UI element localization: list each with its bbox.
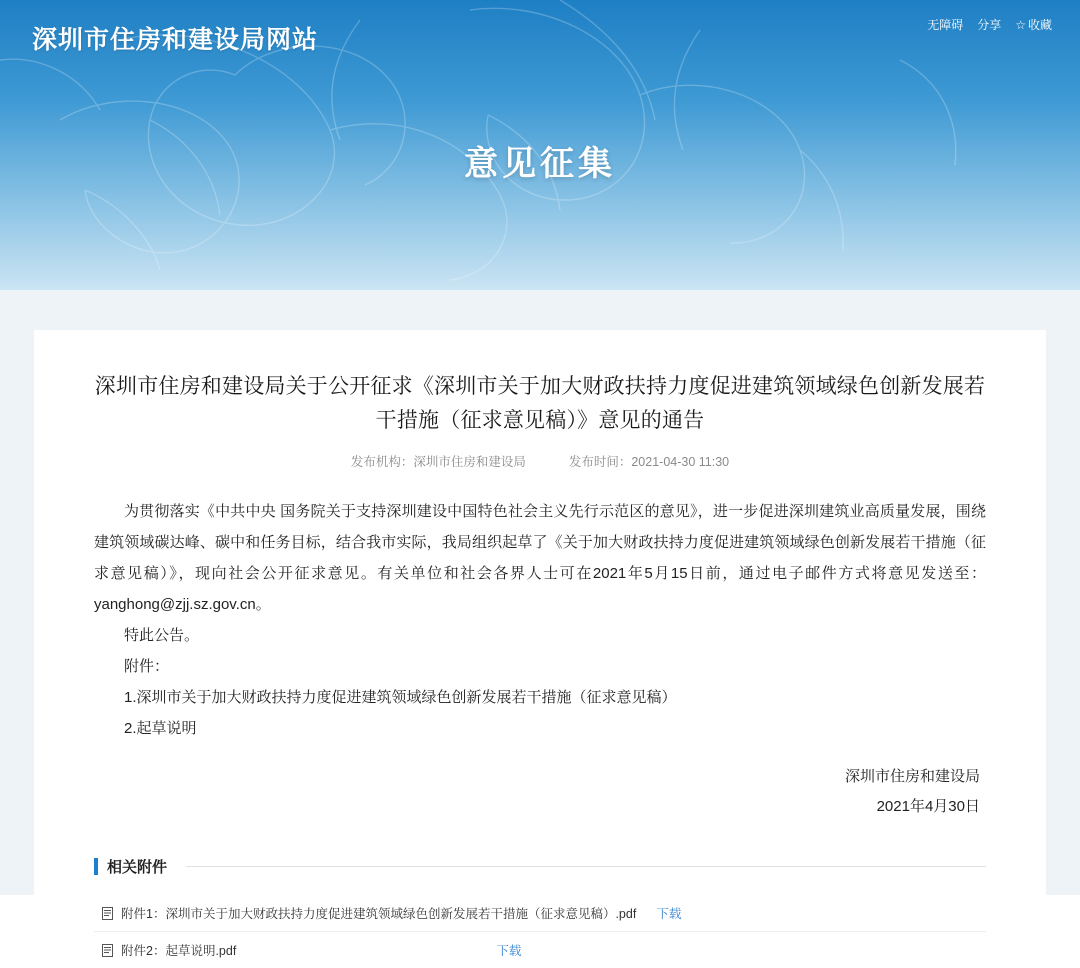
publish-date-label: 发布时间： xyxy=(568,455,632,469)
site-title: 深圳市住房和建设局网站 xyxy=(32,26,319,54)
banner-heading: 意见征集 xyxy=(464,145,616,183)
body-paragraph-3: 附件： xyxy=(124,658,170,675)
favorite-label: 收藏 xyxy=(1027,18,1052,32)
body-attachment-line-2: 2.起草说明 xyxy=(124,720,197,737)
document-body xyxy=(94,496,986,744)
article-card xyxy=(34,330,1046,968)
attachments-section xyxy=(94,856,986,968)
download-link[interactable]: 下载 xyxy=(496,944,522,958)
page-title: 深圳市住房和建设局关于公开征求《深圳市关于加大财政扶持力度促进建筑领域绿色创新发展若干措施（征求意见稿）》意见的通告 xyxy=(94,375,986,432)
attachment-name: 附件1：深圳市关于加大财政扶持力度促进建筑领域绿色创新发展若干措施（征求意见稿）.pdf xyxy=(121,907,637,921)
signature-date: 2021年4月30日 xyxy=(876,798,980,815)
document-meta xyxy=(94,452,986,470)
signature-organization: 深圳市住房和建设局 xyxy=(844,768,980,785)
header-utility-links xyxy=(927,16,1052,33)
star-icon: ☆ xyxy=(1015,17,1026,32)
publish-date-value: 2021-04-30 11:30 xyxy=(631,455,730,469)
attachments-header xyxy=(94,856,986,877)
site-banner xyxy=(0,0,1080,290)
attachment-row[interactable] xyxy=(94,932,986,968)
attachment-name: 附件2：起草说明.pdf xyxy=(121,944,237,958)
publisher-value: 深圳市住房和建设局 xyxy=(413,455,526,469)
section-divider xyxy=(186,866,986,867)
body-paragraph-1: 为贯彻落实《中共中央 国务院关于支持深圳建设中国特色社会主义先行示范区的意见》，进一步促进深圳建筑业高质量发展，围绕建筑领域碳达峰、碳中和任务目标，结合我市实际，我局组织起草了《关于加大财政扶持力度促进建筑领域绿色创新发展若干措施（征求意见稿）》，现向社会公开征求意见。有关单位和社会各界人士可在2021年5月15日前，通过电子邮件方式将意见发送至：yanghong@zjj.sz.gov.cn。 xyxy=(94,503,986,613)
share-link[interactable]: 分享 xyxy=(977,18,1002,32)
body-attachment-line-1: 1.深圳市关于加大财政扶持力度促进建筑领域绿色创新发展若干措施（征求意见稿） xyxy=(124,689,677,706)
file-icon xyxy=(102,907,113,920)
file-icon xyxy=(102,944,113,957)
favorite-link[interactable] xyxy=(1015,16,1052,33)
download-link[interactable]: 下载 xyxy=(656,907,682,921)
document-signature xyxy=(94,762,986,822)
page-background xyxy=(0,290,1080,958)
attachments-title: 相关附件 xyxy=(107,859,168,876)
body-paragraph-2: 特此公告。 xyxy=(124,627,200,644)
publisher-label: 发布机构： xyxy=(350,455,414,469)
section-accent-bar xyxy=(94,858,98,875)
attachment-row[interactable] xyxy=(94,895,986,932)
accessibility-link[interactable]: 无障碍 xyxy=(927,18,964,32)
attachments-list xyxy=(94,895,986,968)
